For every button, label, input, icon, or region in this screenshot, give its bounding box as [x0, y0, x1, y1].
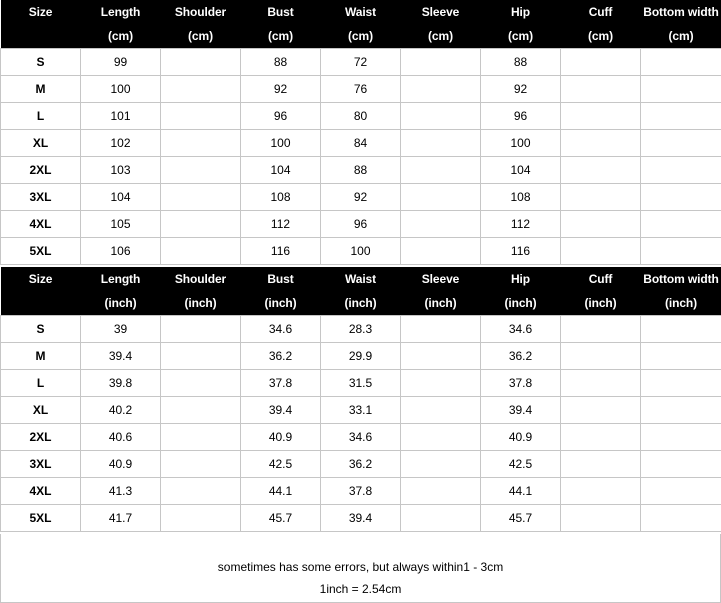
unit-conversion-note: 1inch = 2.54cm — [319, 582, 402, 596]
measurement-cell — [561, 237, 641, 264]
measurement-cell — [401, 477, 481, 504]
measurement-cell — [401, 396, 481, 423]
measurement-cell: 80 — [321, 102, 401, 129]
measurement-cell: 36.2 — [481, 342, 561, 369]
measurement-cell — [161, 183, 241, 210]
column-header-size: Size — [1, 267, 81, 291]
measurement-cell: 108 — [241, 183, 321, 210]
measurement-cell: 100 — [481, 129, 561, 156]
header-row-units-inch — [1, 291, 721, 315]
measurement-cell — [401, 423, 481, 450]
measurement-cell: 101 — [81, 102, 161, 129]
size-label-cell: L — [1, 369, 81, 396]
measurement-cell — [641, 75, 721, 102]
size-label-cell: 2XL — [1, 156, 81, 183]
column-header-cuff: Cuff — [561, 267, 641, 291]
measurement-cell: 45.7 — [481, 504, 561, 531]
measurement-cell: 31.5 — [321, 369, 401, 396]
measurement-cell: 104 — [481, 156, 561, 183]
column-unit-cuff: (cm) — [561, 24, 641, 48]
measurement-cell — [161, 504, 241, 531]
measurement-cell — [641, 48, 721, 75]
measurement-cell — [641, 102, 721, 129]
measurement-cell: 105 — [81, 210, 161, 237]
table-row — [1, 423, 721, 450]
size-label-cell: M — [1, 342, 81, 369]
measurement-cell: 104 — [81, 183, 161, 210]
measurement-cell — [161, 396, 241, 423]
size-label-cell: 5XL — [1, 237, 81, 264]
measurement-cell — [401, 48, 481, 75]
measurement-cell: 96 — [481, 102, 561, 129]
measurement-cell — [161, 450, 241, 477]
measurement-cell — [401, 102, 481, 129]
measurement-cell — [641, 210, 721, 237]
size-label-cell: 5XL — [1, 504, 81, 531]
measurement-cell — [161, 237, 241, 264]
measurement-cell — [401, 129, 481, 156]
measurement-cell: 36.2 — [241, 342, 321, 369]
column-unit-bottom-width: (inch) — [641, 291, 721, 315]
table-row — [1, 450, 721, 477]
measurement-cell — [641, 369, 721, 396]
table-row — [1, 183, 721, 210]
measurement-cell: 39.4 — [321, 504, 401, 531]
column-unit-hip: (inch) — [481, 291, 561, 315]
notes-box — [0, 534, 721, 603]
size-label-cell: XL — [1, 396, 81, 423]
size-label-cell: 2XL — [1, 423, 81, 450]
error-tolerance-note: sometimes has some errors, but always within1 - 3cm — [217, 560, 504, 574]
column-unit-waist: (inch) — [321, 291, 401, 315]
measurement-cell — [161, 210, 241, 237]
measurement-cell — [401, 183, 481, 210]
column-header-size: Size — [1, 0, 81, 24]
measurement-cell: 39 — [81, 315, 161, 342]
measurement-cell — [561, 396, 641, 423]
measurement-cell — [641, 156, 721, 183]
measurement-cell — [561, 450, 641, 477]
measurement-cell: 37.8 — [241, 369, 321, 396]
measurement-cell — [641, 342, 721, 369]
measurement-cell — [401, 450, 481, 477]
measurement-cell: 40.9 — [481, 423, 561, 450]
size-table-inch — [0, 267, 721, 532]
measurement-cell — [561, 75, 641, 102]
measurement-cell: 104 — [241, 156, 321, 183]
measurement-cell — [401, 504, 481, 531]
measurement-cell: 37.8 — [481, 369, 561, 396]
measurement-cell — [401, 237, 481, 264]
size-label-cell: XL — [1, 129, 81, 156]
measurement-cell — [561, 504, 641, 531]
column-unit-bottom-width: (cm) — [641, 24, 721, 48]
measurement-cell: 88 — [481, 48, 561, 75]
measurement-cell: 112 — [241, 210, 321, 237]
column-header-hip: Hip — [481, 267, 561, 291]
measurement-cell — [161, 342, 241, 369]
column-header-hip: Hip — [481, 0, 561, 24]
measurement-cell — [401, 210, 481, 237]
measurement-cell — [161, 48, 241, 75]
measurement-cell — [161, 423, 241, 450]
table-body-cm — [1, 48, 721, 264]
size-table-cm — [0, 0, 721, 265]
header-row-labels-cm — [1, 0, 721, 24]
measurement-cell: 84 — [321, 129, 401, 156]
measurement-cell — [401, 156, 481, 183]
measurement-cell: 40.2 — [81, 396, 161, 423]
table-row — [1, 129, 721, 156]
measurement-cell — [561, 156, 641, 183]
table-row — [1, 210, 721, 237]
measurement-cell — [641, 237, 721, 264]
column-unit-cuff: (inch) — [561, 291, 641, 315]
measurement-cell — [641, 423, 721, 450]
size-label-cell: M — [1, 75, 81, 102]
measurement-cell: 44.1 — [241, 477, 321, 504]
measurement-cell: 112 — [481, 210, 561, 237]
measurement-cell — [161, 129, 241, 156]
measurement-cell: 108 — [481, 183, 561, 210]
size-label-cell: 3XL — [1, 450, 81, 477]
measurement-cell — [561, 210, 641, 237]
measurement-cell: 37.8 — [321, 477, 401, 504]
measurement-cell: 45.7 — [241, 504, 321, 531]
measurement-cell: 92 — [321, 183, 401, 210]
measurement-cell — [401, 75, 481, 102]
measurement-cell: 96 — [321, 210, 401, 237]
measurement-cell — [401, 342, 481, 369]
column-header-waist: Waist — [321, 0, 401, 24]
measurement-cell — [161, 156, 241, 183]
measurement-cell: 92 — [481, 75, 561, 102]
table-body-inch — [1, 315, 721, 531]
size-label-cell: 4XL — [1, 210, 81, 237]
measurement-cell: 28.3 — [321, 315, 401, 342]
column-header-shoulder: Shoulder — [161, 0, 241, 24]
measurement-cell: 39.4 — [481, 396, 561, 423]
table-row — [1, 237, 721, 264]
column-unit-length: (cm) — [81, 24, 161, 48]
measurement-cell — [641, 504, 721, 531]
measurement-cell: 100 — [81, 75, 161, 102]
size-label-cell: 4XL — [1, 477, 81, 504]
measurement-cell — [641, 315, 721, 342]
measurement-cell — [561, 477, 641, 504]
measurement-cell: 103 — [81, 156, 161, 183]
column-unit-sleeve: (inch) — [401, 291, 481, 315]
table-header-cm — [1, 0, 721, 48]
measurement-cell: 40.9 — [241, 423, 321, 450]
measurement-cell: 36.2 — [321, 450, 401, 477]
column-header-sleeve: Sleeve — [401, 0, 481, 24]
column-unit-length: (inch) — [81, 291, 161, 315]
measurement-cell: 41.3 — [81, 477, 161, 504]
measurement-cell: 96 — [241, 102, 321, 129]
measurement-cell — [561, 183, 641, 210]
measurement-cell — [561, 129, 641, 156]
measurement-cell: 34.6 — [321, 423, 401, 450]
column-unit-sleeve: (cm) — [401, 24, 481, 48]
measurement-cell — [561, 342, 641, 369]
column-header-length: Length — [81, 0, 161, 24]
column-unit-waist: (cm) — [321, 24, 401, 48]
header-row-units-cm — [1, 24, 721, 48]
measurement-cell — [561, 423, 641, 450]
measurement-cell: 106 — [81, 237, 161, 264]
table-row — [1, 315, 721, 342]
size-label-cell: S — [1, 48, 81, 75]
table-row — [1, 504, 721, 531]
measurement-cell: 40.9 — [81, 450, 161, 477]
measurement-cell: 88 — [321, 156, 401, 183]
column-header-length: Length — [81, 267, 161, 291]
measurement-cell: 42.5 — [241, 450, 321, 477]
measurement-cell: 102 — [81, 129, 161, 156]
column-header-shoulder: Shoulder — [161, 267, 241, 291]
column-unit-hip: (cm) — [481, 24, 561, 48]
table-row — [1, 477, 721, 504]
measurement-cell — [401, 315, 481, 342]
measurement-cell: 33.1 — [321, 396, 401, 423]
table-row — [1, 75, 721, 102]
measurement-cell: 39.8 — [81, 369, 161, 396]
measurement-cell — [641, 183, 721, 210]
table-row — [1, 396, 721, 423]
measurement-cell — [161, 477, 241, 504]
column-header-waist: Waist — [321, 267, 401, 291]
measurement-cell: 44.1 — [481, 477, 561, 504]
measurement-cell — [641, 396, 721, 423]
column-header-bottom-width: Bottom width — [641, 0, 721, 24]
measurement-cell — [161, 102, 241, 129]
measurement-cell: 92 — [241, 75, 321, 102]
measurement-cell: 34.6 — [241, 315, 321, 342]
column-unit-shoulder: (inch) — [161, 291, 241, 315]
measurement-cell: 34.6 — [481, 315, 561, 342]
measurement-cell — [161, 315, 241, 342]
size-label-cell: S — [1, 315, 81, 342]
column-unit-shoulder: (cm) — [161, 24, 241, 48]
measurement-cell: 41.7 — [81, 504, 161, 531]
measurement-cell: 42.5 — [481, 450, 561, 477]
measurement-cell — [561, 102, 641, 129]
measurement-cell: 116 — [241, 237, 321, 264]
measurement-cell: 100 — [321, 237, 401, 264]
column-header-cuff: Cuff — [561, 0, 641, 24]
column-header-bottom-width: Bottom width — [641, 267, 721, 291]
table-row — [1, 102, 721, 129]
column-header-sleeve: Sleeve — [401, 267, 481, 291]
column-unit-bust: (cm) — [241, 24, 321, 48]
measurement-cell — [161, 369, 241, 396]
measurement-cell: 39.4 — [241, 396, 321, 423]
measurement-cell — [561, 48, 641, 75]
size-label-cell: L — [1, 102, 81, 129]
column-header-bust: Bust — [241, 267, 321, 291]
measurement-cell: 116 — [481, 237, 561, 264]
measurement-cell: 76 — [321, 75, 401, 102]
table-row — [1, 48, 721, 75]
table-row — [1, 369, 721, 396]
measurement-cell: 72 — [321, 48, 401, 75]
header-row-labels-inch — [1, 267, 721, 291]
size-label-cell: 3XL — [1, 183, 81, 210]
measurement-cell: 40.6 — [81, 423, 161, 450]
table-header-inch — [1, 267, 721, 315]
table-row — [1, 156, 721, 183]
measurement-cell — [561, 315, 641, 342]
measurement-cell — [641, 450, 721, 477]
column-header-bust: Bust — [241, 0, 321, 24]
column-unit-size — [1, 291, 81, 315]
measurement-cell: 29.9 — [321, 342, 401, 369]
column-unit-size — [1, 24, 81, 48]
measurement-cell — [641, 129, 721, 156]
measurement-cell — [641, 477, 721, 504]
measurement-cell — [161, 75, 241, 102]
measurement-cell: 100 — [241, 129, 321, 156]
column-unit-bust: (inch) — [241, 291, 321, 315]
measurement-cell — [561, 369, 641, 396]
measurement-cell — [401, 369, 481, 396]
measurement-cell: 99 — [81, 48, 161, 75]
table-row — [1, 342, 721, 369]
measurement-cell: 39.4 — [81, 342, 161, 369]
measurement-cell: 88 — [241, 48, 321, 75]
